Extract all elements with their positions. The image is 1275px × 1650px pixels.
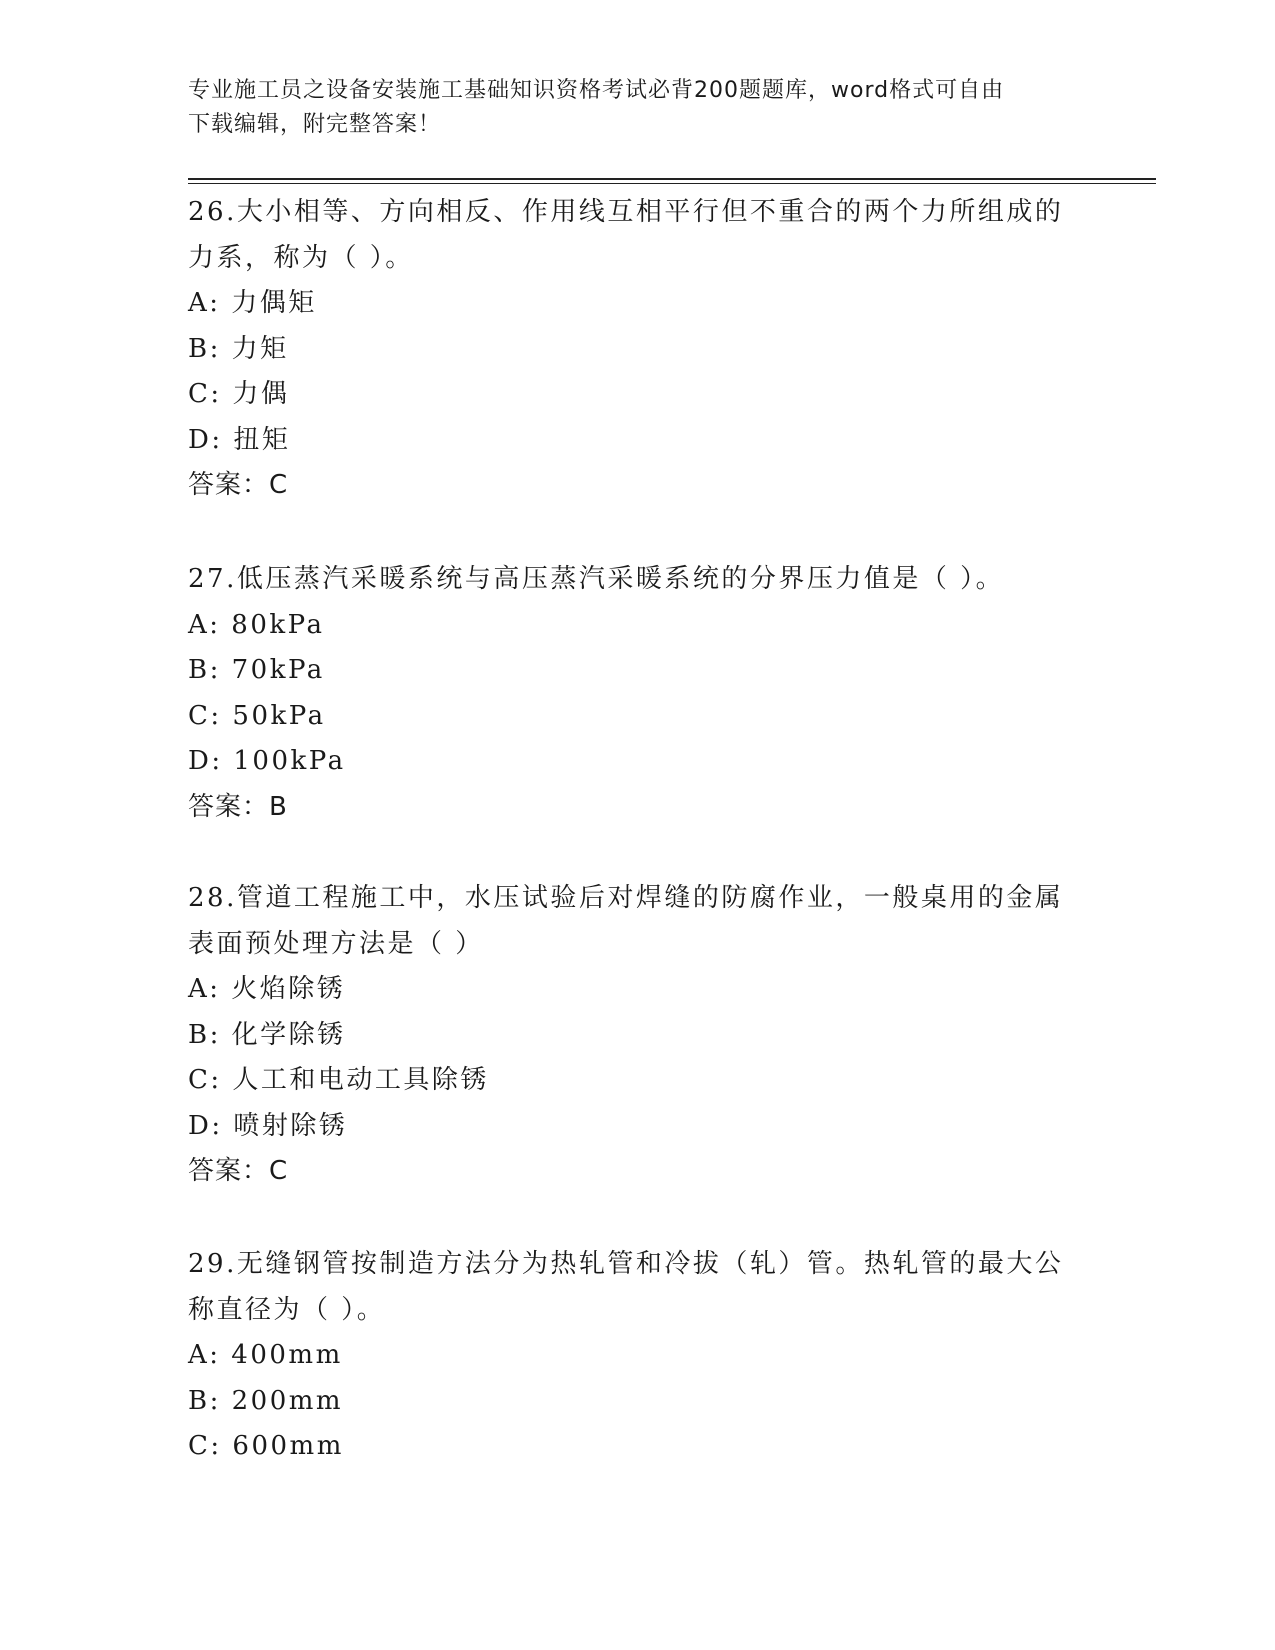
option-a: A: 力偶矩 — [188, 288, 317, 318]
header-line-1: 专业施工员之设备安装施工基础知识资格考试必背200题题库，word格式可自由 — [188, 78, 1005, 103]
option-c: C: 力偶 — [188, 379, 290, 409]
option-c: C: 50kPa — [188, 700, 326, 731]
answer-line: 答案：C — [188, 470, 289, 500]
question-28 — [188, 876, 1088, 1195]
answer-line: 答案：B — [188, 791, 288, 822]
question-stem-line: 28.管道工程施工中，水压试验后对焊缝的防腐作业，一般桌用的金属 — [188, 883, 1064, 913]
option-a: A: 80kPa — [188, 609, 325, 640]
question-27 — [188, 557, 1088, 830]
question-29 — [188, 1242, 1088, 1470]
question-stem-line: 26.大小相等、方向相反、作用线互相平行但不重合的两个力所组成的 — [188, 197, 1064, 227]
question-stem-line: 力系，称为（ ）。 — [188, 242, 414, 273]
option-c: C: 600mm — [188, 1431, 344, 1461]
question-stem-line: 称直径为（ ）。 — [188, 1294, 386, 1325]
option-d: D: 喷射除锈 — [188, 1110, 348, 1141]
answer-line: 答案：C — [188, 1156, 289, 1186]
header-divider-thick — [188, 178, 1156, 180]
document-header — [188, 74, 1088, 142]
option-d: D: 100kPa — [188, 746, 346, 776]
question-stem-line: 29.无缝钢管按制造方法分为热轧管和冷拔（轧）管。热轧管的最大公 — [188, 1249, 1064, 1279]
question-stem-line: 27.低压蒸汽采暖系统与高压蒸汽采暖系统的分界压力值是（ ）。 — [188, 564, 1005, 594]
option-c: C: 人工和电动工具除锈 — [188, 1065, 489, 1095]
option-b: B: 70kPa — [188, 655, 325, 685]
option-b: B: 200mm — [188, 1385, 344, 1416]
option-d: D: 扭矩 — [188, 424, 291, 455]
option-a: A: 火焰除锈 — [188, 974, 346, 1004]
question-26 — [188, 190, 1088, 509]
option-b: B: 化学除锈 — [188, 1019, 346, 1050]
option-a: A: 400mm — [188, 1340, 343, 1370]
header-line-2: 下载编辑，附完整答案！ — [188, 112, 442, 137]
question-stem-line: 表面预处理方法是（ ） — [188, 928, 484, 959]
header-divider-thin — [188, 183, 1156, 184]
option-b: B: 力矩 — [188, 333, 289, 364]
